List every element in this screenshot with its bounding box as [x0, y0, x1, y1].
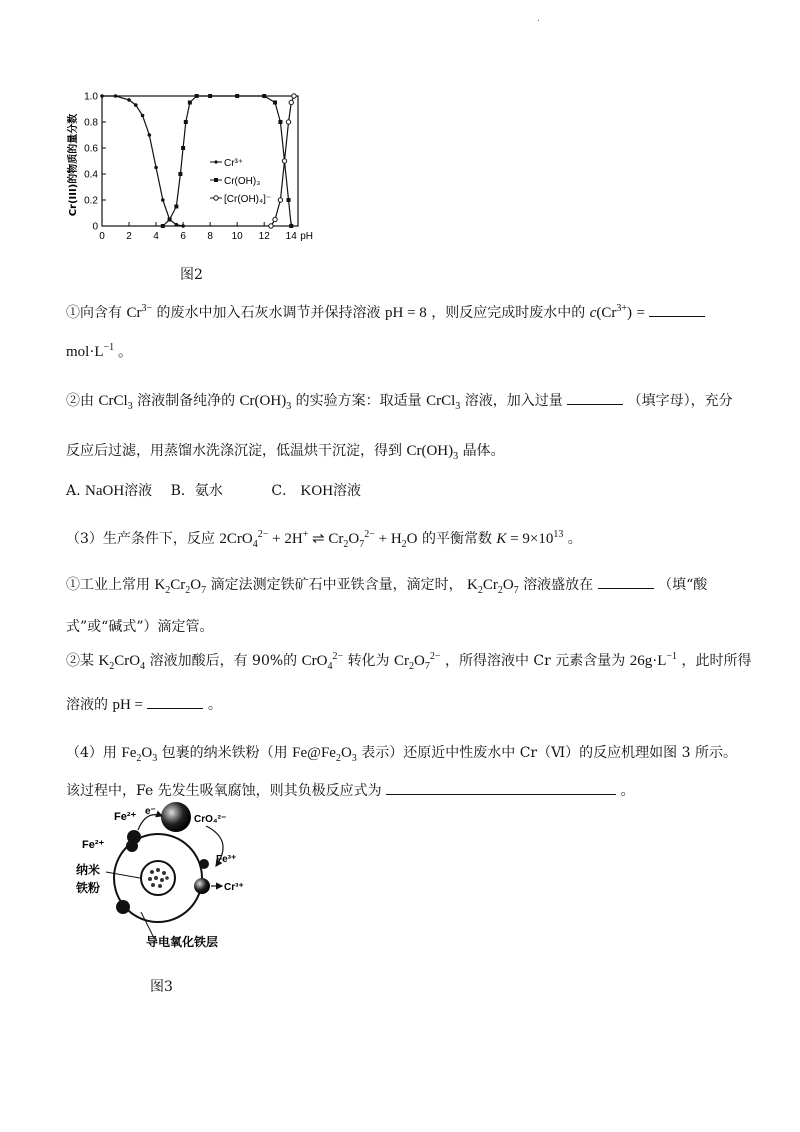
point-cr3	[161, 198, 165, 202]
equilibrium-equation: 2CrO$_4^{2-}$ + 2H+ ⇌ $Cr_2O_7^{2-} + H_2O$	[219, 529, 418, 550]
y-tick-label: 0.4	[84, 169, 98, 181]
q3-sub2-line1: ②某 $K_2CrO_4$ 溶液加酸后，有 90%的 CrO$_4^{2-}$ 转化为 $Cr_2O_7^{2-}$ ，所得溶液中 Cr 元素含量为 $26g\cdot L^{-1}$ ，此时所得	[66, 651, 752, 672]
point-croh4	[282, 159, 286, 163]
label-fe2-top: Fe²⁺	[114, 811, 137, 823]
q4-line1: （4）用 $Fe_2O_3$ 包裹的纳米铁粉（用 $Fe@Fe_2O_3$ 表示）还原近中性废水中 Cr（Ⅵ）的反应机理如图 3 所示。	[66, 745, 737, 764]
q3-2-answer-blank[interactable]	[147, 694, 203, 709]
point-croh3	[235, 94, 239, 98]
x-tick-label: 14	[285, 231, 297, 242]
x-tick-label: 12	[258, 231, 270, 242]
point-croh3	[184, 120, 188, 124]
ph-eq-8: pH = 8	[385, 305, 427, 321]
y-tick-label: 0.8	[84, 117, 98, 129]
point-cr3	[100, 94, 104, 98]
c-cr3: $c(Cr^{3+})$	[589, 303, 633, 321]
point-croh3	[188, 101, 192, 105]
point-cr3	[181, 224, 185, 228]
q3-line1	[66, 528, 582, 548]
y-tick-label: 0.2	[84, 195, 98, 207]
q3-sub1-line2: 式”或“碱式”）滴定管。	[66, 619, 214, 635]
legend-cr3: Cr³⁺	[224, 158, 244, 169]
option-c[interactable]: C． KOH溶液	[271, 483, 362, 499]
fe2o3-formula: $Fe_2O_3$	[121, 745, 158, 764]
option-a[interactable]: A. NaOH溶液	[66, 483, 153, 499]
label-fe2-left: Fe²⁺	[82, 839, 105, 851]
q1-unit: $mol\cdot L^{-1}$ 。	[66, 342, 133, 360]
figure-2-caption: 图2	[180, 267, 203, 283]
x-tick-label: 4	[153, 231, 159, 242]
cro4-formula: CrO$_4^{2-}$	[301, 651, 344, 672]
q2-options	[66, 480, 361, 500]
concentration: $26g\cdot L^{-1}$	[629, 651, 678, 669]
q4-answer-blank[interactable]	[386, 780, 616, 795]
figure-2-chart	[66, 90, 326, 250]
point-croh3	[208, 94, 212, 98]
figure-3-diagram	[66, 800, 276, 950]
option-b[interactable]: B．氨水	[170, 483, 223, 499]
y-tick-label: 0	[92, 221, 98, 233]
croh3-formula-2: $Cr(OH)_3$	[406, 443, 459, 462]
q1-equals: =	[636, 305, 645, 321]
point-croh4	[289, 100, 293, 104]
ph-label: pH =	[112, 697, 143, 713]
q2-answer-blank[interactable]	[567, 390, 623, 405]
point-cr3	[114, 94, 118, 98]
y-axis-label: Cr(III)的物质的量分数	[68, 113, 79, 217]
y-tick-label: 1.0	[84, 91, 98, 103]
k-value: $K = 9\times 10^{13}$	[496, 529, 564, 547]
plot-frame	[102, 96, 298, 226]
q2-text-2: 溶液制备纯净的	[137, 393, 236, 409]
q2-text-3: 的实验方案：取适量	[295, 393, 422, 409]
q3-text-2: 的平衡常数	[421, 531, 492, 547]
q1-text-2: 的废水中加入石灰水调节并保持溶液	[156, 305, 381, 321]
q4-line2: 该过程中，Fe 先发生吸氧腐蚀，则其负极反应式为 。	[66, 780, 635, 800]
label-cro4: CrO₄²⁻	[194, 814, 227, 825]
x-tick-label: 6	[180, 231, 186, 242]
q3-text-3: 。	[567, 531, 582, 547]
q3-1-answer-blank[interactable]	[598, 574, 654, 589]
label-layer: 导电氧化铁层	[146, 935, 219, 949]
q2-line1	[66, 390, 733, 410]
point-cr3	[134, 103, 138, 107]
point-croh3	[273, 101, 277, 105]
point-croh3	[161, 224, 165, 228]
point-croh3	[181, 146, 185, 150]
q1-text-1: ①向含有	[66, 305, 122, 321]
k2cro4-formula: $K_2CrO_4$	[98, 653, 146, 672]
croh3-formula: $Cr(OH)_3$	[239, 393, 292, 412]
q2-text-7: 晶体。	[462, 443, 505, 459]
point-croh3	[178, 172, 182, 176]
point-croh3	[289, 224, 293, 228]
point-cr3	[148, 133, 152, 137]
cr2o7-formula: $Cr_2O_7^{2-}$	[394, 651, 441, 672]
q3-text-1: （3）生产条件下，反应	[66, 531, 215, 547]
figure-3-caption: 图3	[150, 979, 173, 995]
q1-answer-blank[interactable]	[649, 302, 705, 317]
label-fe3: Fe³⁺	[216, 854, 237, 865]
point-croh4	[292, 94, 296, 98]
cr3-formula: $Cr^{3-}$	[126, 303, 153, 321]
point-croh3	[195, 94, 199, 98]
point-croh3	[174, 205, 178, 209]
k2cr2o7-formula: $K_2Cr_2O_7$	[154, 577, 207, 596]
x-unit-label: pH	[300, 231, 314, 242]
label-iron: 铁粉	[76, 881, 101, 895]
y-tick-label: 0.6	[84, 143, 98, 155]
point-croh3	[287, 198, 291, 202]
x-tick-label: 0	[99, 231, 105, 242]
point-croh4	[269, 224, 273, 228]
point-cr3	[141, 114, 145, 118]
q2-text-5: （填字母），充分	[627, 393, 733, 409]
label-e: e⁻	[145, 806, 156, 817]
point-croh4	[278, 198, 282, 202]
point-croh4	[273, 217, 277, 221]
fe-at-fe2o3: $Fe@Fe_2O_3$	[292, 745, 357, 764]
k2cr2o7-formula-2: $K_2Cr_2O_7$	[467, 577, 519, 596]
crcl3-formula-2: CrCl$_3$	[426, 393, 461, 412]
x-tick-label: 8	[207, 231, 213, 242]
point-croh3	[278, 120, 282, 124]
q2-line2	[66, 440, 505, 460]
point-croh4	[286, 120, 290, 124]
point-cr3	[154, 166, 158, 170]
q1-line1	[66, 302, 705, 322]
point-cr3	[175, 223, 179, 227]
label-nano: 纳米	[76, 863, 101, 877]
x-tick-label: 2	[126, 231, 132, 242]
point-croh3	[262, 94, 266, 98]
q1-text-3: ，则反应完成时废水中的	[431, 305, 586, 321]
q2-text-1: ②由	[66, 393, 94, 409]
legend-croh3: Cr(OH)₃	[224, 176, 261, 187]
point-croh3	[168, 218, 172, 222]
page-dot: .	[537, 14, 540, 24]
legend-croh4: [Cr(OH)₄]⁻	[224, 194, 272, 205]
q2-text-4: 溶液，加入过量	[464, 393, 563, 409]
label-cr3: Cr³⁺	[224, 882, 244, 893]
q3-sub1-line1: ①工业上常用 $K_2Cr_2O_7$ 滴定法测定铁矿石中亚铁含量，滴定时， $K_2Cr_2O_7$ 溶液盛放在 （填“酸	[66, 574, 707, 594]
q2-text-6: 反应后过滤，用蒸馏水洗涤沉淀，低温烘干沉淀，得到	[66, 443, 402, 459]
x-tick-label: 10	[231, 231, 243, 242]
point-cr3	[127, 98, 131, 102]
crcl3-formula: CrCl$_3$	[98, 393, 133, 412]
q3-sub2-line2: 溶液的 pH = 。	[66, 694, 222, 714]
